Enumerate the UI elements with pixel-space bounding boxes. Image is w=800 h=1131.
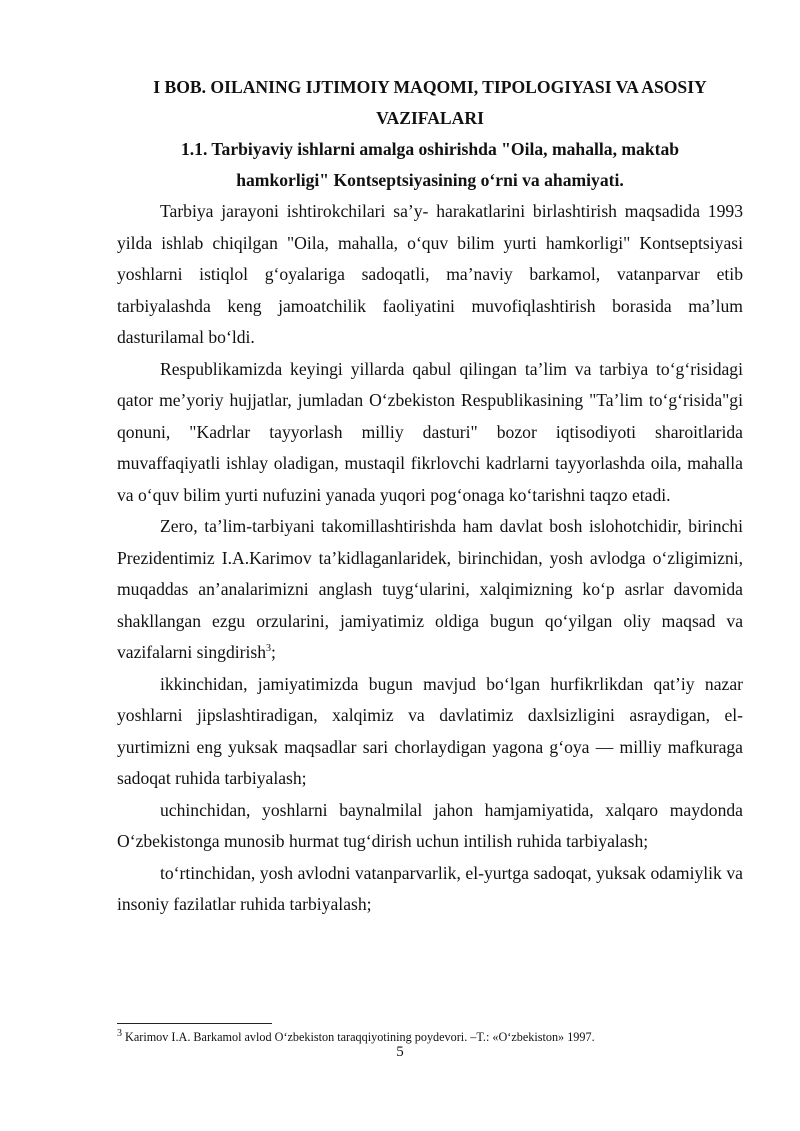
footnote-divider — [117, 1023, 272, 1024]
footnote-reference[interactable]: 3 — [266, 643, 272, 655]
paragraph-2: Respublikamizda keyingi yillarda qabul qilingan ta’lim va tarbiya to‘g‘risidagi qator me’yoriy hujjatlar, jumladan O‘zbekiston Respublikasining "Ta’lim to‘g‘risida"gi qonuni, "Kadrlar tayyorlash milliy dasturi" bozor iqtisodiyoti sharoitlarida muvaffaqiyatli ishlay oladigan, mustaqil fikrlovchi kadrlarni tayyorlashda oila, mahalla va o‘quv bilim yurti nufuzini yanada yuqori pog‘onaga ko‘tarishni taqzo etadi. — [117, 358, 743, 505]
paragraph-3 — [117, 511, 743, 669]
paragraph-3-end: ; — [271, 642, 276, 662]
paragraph-4: ikkinchidan, jamiyatimizda bugun mavjud bo‘lgan hurfikrlikdan qat’iy nazar yoshlarni jipslashtiradigan, xalqimiz va davlatimiz daxlsizligini asraydigan, el-yurtimizni eng yuksak maqsadlar sari chorlaydigan yagona g‘oya — milliy mafkuraga sadoqat ruhida tarbiyalash; — [117, 673, 743, 788]
footnote-mark: 3 — [117, 1027, 122, 1039]
paragraph-1: Tarbiya jarayoni ishtirokchilari sa’y- harakatlarini birlashtirish maqsadida 1993 yilda ishlab chiqilgan "Oila, mahalla, o‘quv bilim yurti hamkorligi" Kontseptsiyasi yoshlarni istiqlol g‘oyalariga sadoqatli, ma’naviy barkamol, vatanparvar etib tarbiyalashda keng jamoatchilik faoliyatini muvofiqlashtirish borasida ma’lum dasturilamal bo‘ldi. — [117, 201, 743, 347]
paragraph-6: to‘rtinchidan, yosh avlodni vatanparvarlik, el-yurtga sadoqat, yuksak odamiylik va insoniy fazilatlar ruhida tarbiyalash; — [117, 862, 743, 914]
chapter-title: I BOB. OILANING IJTIMOIY MAQOMI, TIPOLOGIYASI VA ASOSIY VAZIFALARI — [153, 77, 707, 128]
paragraph-3-text: Zero, ta’lim-tarbiyani takomillashtirishda ham davlat bosh islohotchidir, birinchi Prezidentimiz I.A.Karimov ta’kidlaganlaridek, birinchidan, yosh avlodga o‘zligimizni, muqaddas an’analarimizni anglash tuyg‘ularini, xalqimizning ko‘p asrlar davomida shakllangan ezgu orzularini, jamiyatimiz oldiga bugun qo‘yilgan oliy maqsad va vazifalarni singdirish — [117, 516, 743, 662]
document-page — [117, 72, 743, 921]
footnote — [117, 1029, 743, 1045]
footnote-text: Karimov I.A. Barkamol avlod O‘zbekiston taraqqiyotining poydevori. –T.: «O‘zbekiston» 1997. — [122, 1030, 595, 1044]
section-title: 1.1. Tarbiyaviy ishlarni amalga oshirishda "Oila, mahalla, maktab hamkorligi" Kontseptsiyasining o‘rni va ahamiyati. — [180, 139, 680, 190]
page-number: 5 — [396, 1044, 404, 1060]
paragraph-5: uchinchidan, yoshlarni baynalmilal jahon hamjamiyatida, xalqaro maydonda O‘zbekistonga munosib hurmat tug‘dirish uchun intilish ruhida tarbiyalash; — [117, 799, 743, 851]
